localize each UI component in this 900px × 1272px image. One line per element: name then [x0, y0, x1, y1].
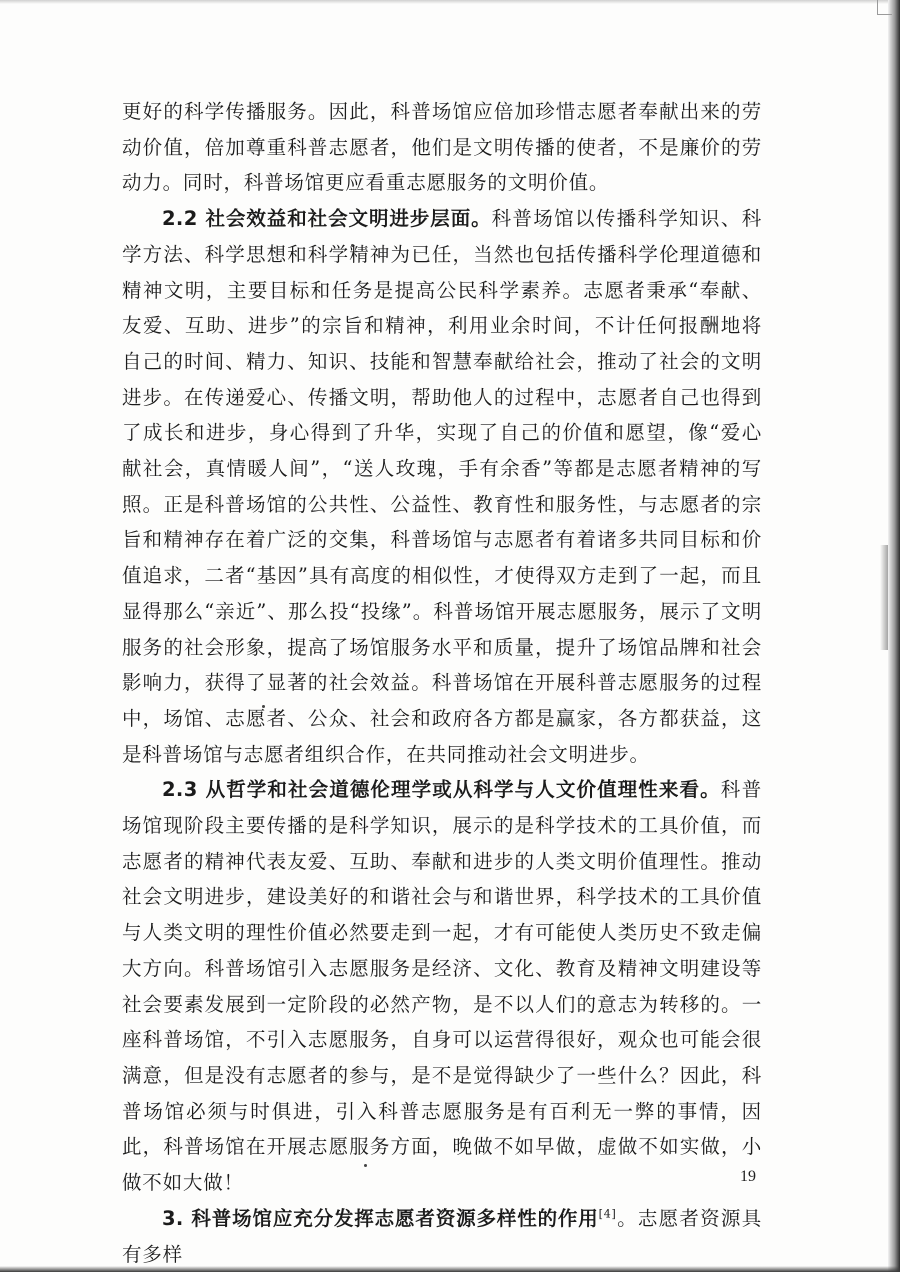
paragraph-2-3: [122, 772, 762, 1200]
paragraph-text: 。志愿者资源具有多样: [122, 1206, 762, 1266]
scan-shadow: [880, 545, 888, 650]
section-heading-2-3: 2.3 从哲学和社会道德伦理学或从科学与人文价值理性来看。: [161, 778, 721, 802]
scan-right-edge: [888, 0, 900, 1272]
paragraph-text: 科普场馆以传播科学知识、科学方法、科学思想和科学精神为已任，当然也包括传播科学伦理道德和精神文明，主要目标和任务是提高公民科学素养。志愿者秉承“奉献、友爱、互助、进步”的宗旨和精神，利用业余时间，不计任何报酬地将自己的时间、精力、知识、技能和智慧奉献给社会，推动了社会的文明进步。在传递爱心、传播文明，帮助他人的过程中，志愿者自己也得到了成长和进步，身心得到了升华，实现了自己的价值和愿望，像“爱心献社会，真情暖人间”，“送人玫瑰，手有余香”等都是志愿者精神的写照。正是科普场馆的公共性、公益性、教育性和服务性，与志愿者的宗旨和精神存在着广泛的交集，科普场馆与志愿者有着诸多共同目标和价值追求，二者“基因”具有高度的相似性，才使得双方走到了一起，而且显得那么“亲近”、那么投“投缘”。科普场馆开展志愿服务，展示了文明服务的社会形象，提高了场馆服务水平和质量，提升了场馆品牌和社会影响力，获得了显著的社会效益。科普场馆在开展科普志愿服务的过程中，场馆、志愿者、公众、社会和政府各方都是赢家，各方都获益，这是科普场馆与志愿者组织合作，在共同推动社会文明进步。: [122, 207, 762, 766]
paragraph-1: [122, 94, 762, 201]
page-number: 19: [740, 1168, 756, 1185]
paragraph-text: 更好的科学传播服务。因此，科普场馆应倍加珍惜志愿者奉献出来的劳动价值，倍加尊重科普志愿者，他们是文明传播的使者，不是廉价的劳动力。同时，科普场馆更应看重志愿服务的文明价值。: [122, 100, 762, 195]
paragraph-text: 科普场馆现阶段主要传播的是科学知识，展示的是科学技术的工具价值，而志愿者的精神代表友爱、互助、奉献和进步的人类文明价值理性。推动社会文明进步，建设美好的和谐社会与和谐世界，科学技术的工具价值与人类文明的理性价值必然要走到一起，才有可能使人类历史不致走偏大方向。科普场馆引入志愿服务是经济、文化、教育及精神文明建设等社会要素发展到一定阶段的必然产物，是不以人们的意志为转移的。一座科普场馆，不引入志愿服务，自身可以运营得很好，观众也可能会很满意，但是没有志愿者的参与，是不是觉得缺少了一些什么？因此，科普场馆必须与时俱进，引入科普志愿服务是有百利无一弊的事情，因此，科普场馆在开展志愿服务方面，晚做不如早做，虚做不如实做，小做不如大做！: [122, 778, 762, 1195]
scan-top-edge: [0, 0, 900, 4]
section-heading-3: 3. 科普场馆应充分发挥志愿者资源多样性的作用: [161, 1206, 599, 1230]
citation-reference[interactable]: [4]: [598, 1207, 617, 1221]
body-text: [122, 94, 762, 1272]
scan-corner-mark: [877, 0, 892, 15]
paragraph-3: [122, 1201, 762, 1272]
section-heading-2-2: 2.2 社会效益和社会文明进步层面。: [161, 207, 492, 231]
paragraph-2-2: [122, 201, 762, 772]
